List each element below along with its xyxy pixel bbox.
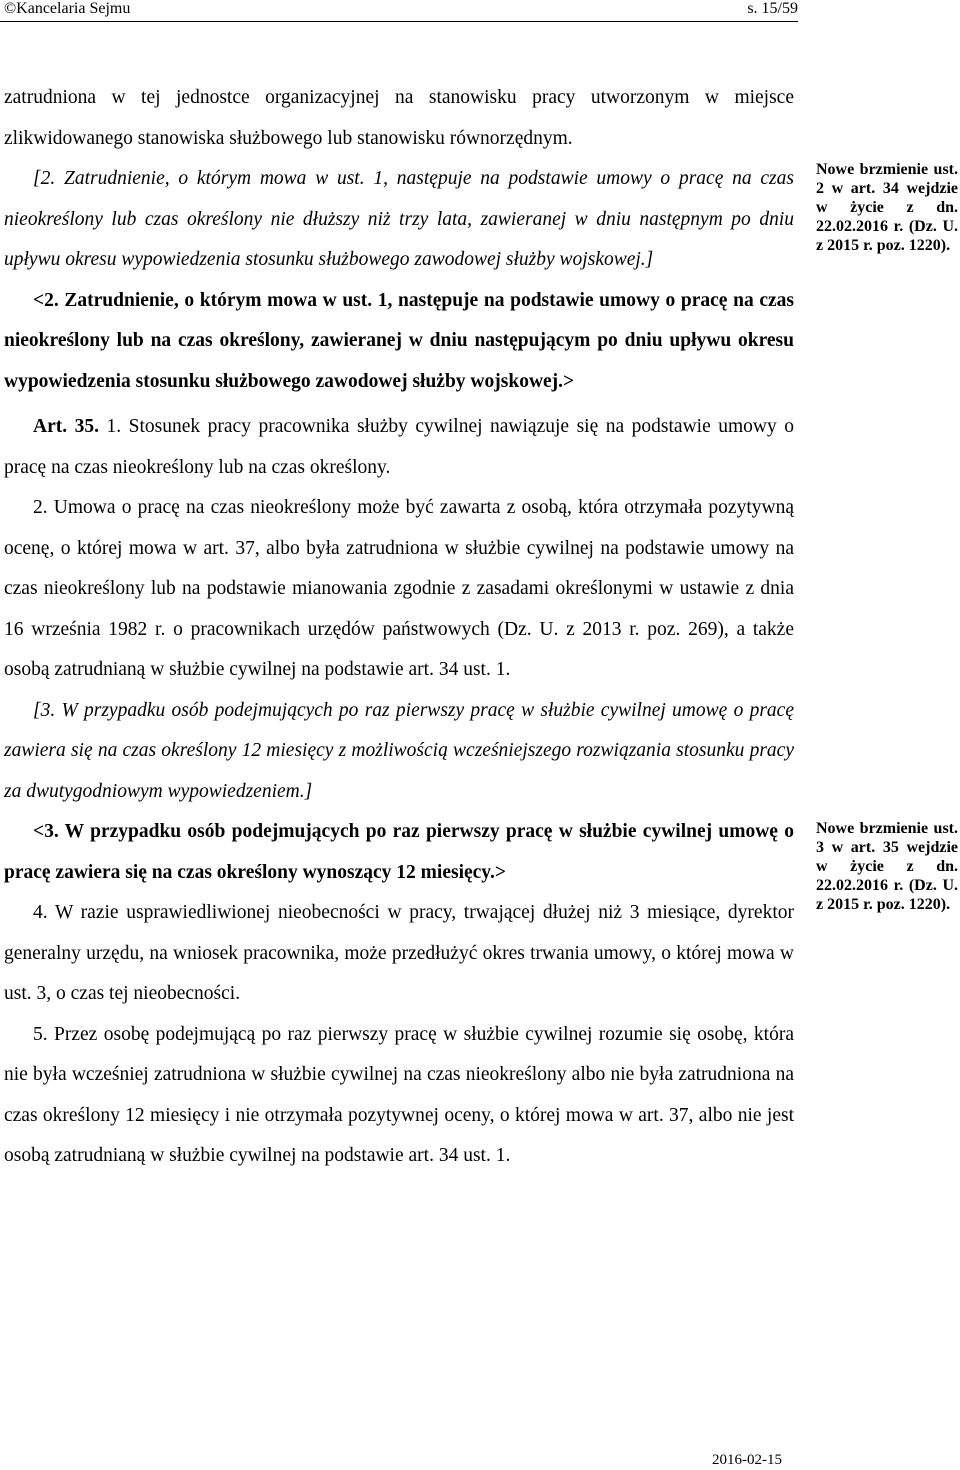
article-heading: Art. 35. [33, 416, 99, 437]
paragraph-ust-4: 4. W razie usprawiedliwionej nieobecności w pracy, trwającej dłużej niż 3 miesiące, dyrektor generalny urzędu, na wniosek pracownika, może przedłużyć okres trwania umowy, o której mowa w ust. 3, o czas tej nieobecności. [4, 902, 794, 1004]
margin-note-art-35: Nowe brzmienie ust. 3 w art. 35 wejdzie w życie z dn. 22.02.2016 r. (Dz. U. z 2015 r. poz. 1220). [816, 820, 958, 913]
article-text: 1. Stosunek pracy pracownika służby cywilnej nawiązuje się na podstawie umowy o pracę na czas nieokreślony lub na czas określony. [4, 416, 795, 478]
header-page-number: s. 15/59 [747, 0, 798, 17]
paragraph-ust-2: 2. Umowa o pracę na czas nieokreślony może być zawarta z osobą, która otrzymała pozytywną ocenę, o której mowa w art. 37, albo była zatrudniona w służbie cywilnej na podstawie umowy na czas nieokreślony lub na podstawie mianowania zgodnie z zasadami określonymi w ustawie z dnia 16 września 1982 r. o pracownikach urzędów państwowych (Dz. U. z 2013 r. poz. 269), a także osobą zatrudnianą w służbie cywilnej na podstawie art. 34 ust. 1. [4, 497, 794, 680]
margin-note-art-34: Nowe brzmienie ust. 2 w art. 34 wejdzie w życie z dn. 22.02.2016 r. (Dz. U. z 2015 r. poz. 1220). [816, 161, 958, 254]
page-header [0, 0, 798, 22]
paragraph-old-ust-2: [2. Zatrudnienie, o którym mowa w ust. 1, następuje na podstawie umowy o pracę na czas nieokreślony lub czas określony nie dłuższy niż trzy lata, zawieranej w dniu następnym po dniu upływu okresu wypowiedzenia stosunku służbowego zawodowej służby wojskowej.] [4, 168, 794, 270]
paragraph-art-35-ust-1 [4, 407, 794, 488]
document-body [4, 78, 794, 1177]
paragraph-continuation: zatrudniona w tej jednostce organizacyjnej na stanowisku pracy utworzonym w miejsce zlikwidowanego stanowiska służbowego lub stanowisku równorzędnym. [4, 87, 794, 149]
paragraph-old-ust-3: [3. W przypadku osób podejmujących po raz pierwszy pracę w służbie cywilnej umowę o pracę zawiera się na czas określony 12 miesięcy z możliwością wcześniejszego rozwiązania stosunku pracy za dwutygodniowym wypowiedzeniem.] [4, 699, 794, 802]
paragraph-new-ust-3: <3. W przypadku osób podejmujących po raz pierwszy pracę w służbie cywilnej umowę o pracę zawiera się na czas określony wynoszący 12 miesięcy.> [4, 821, 794, 883]
header-copyright: ©Kancelaria Sejmu [4, 0, 131, 17]
paragraph-new-ust-2: <2. Zatrudnienie, o którym mowa w ust. 1, następuje na podstawie umowy o pracę na czas nieokreślony lub na czas określony, zawieranej w dniu następującym po dniu upływu okresu wypowiedzenia stosunku służbowego zawodowej służby wojskowej.> [4, 289, 794, 392]
paragraph-ust-5: 5. Przez osobę podejmującą po raz pierwszy pracę w służbie cywilnej rozumie się osobę, która nie była wcześniej zatrudniona w służbie cywilnej na czas nieokreślony albo nie była zatrudniona na czas określony 12 miesięcy i nie otrzymała pozytywnej oceny, o której mowa w art. 37, albo nie jest osobą zatrudnianą w służbie cywilnej na podstawie art. 34 ust. 1. [4, 1023, 794, 1166]
footer-date: 2016-02-15 [712, 1452, 782, 1468]
